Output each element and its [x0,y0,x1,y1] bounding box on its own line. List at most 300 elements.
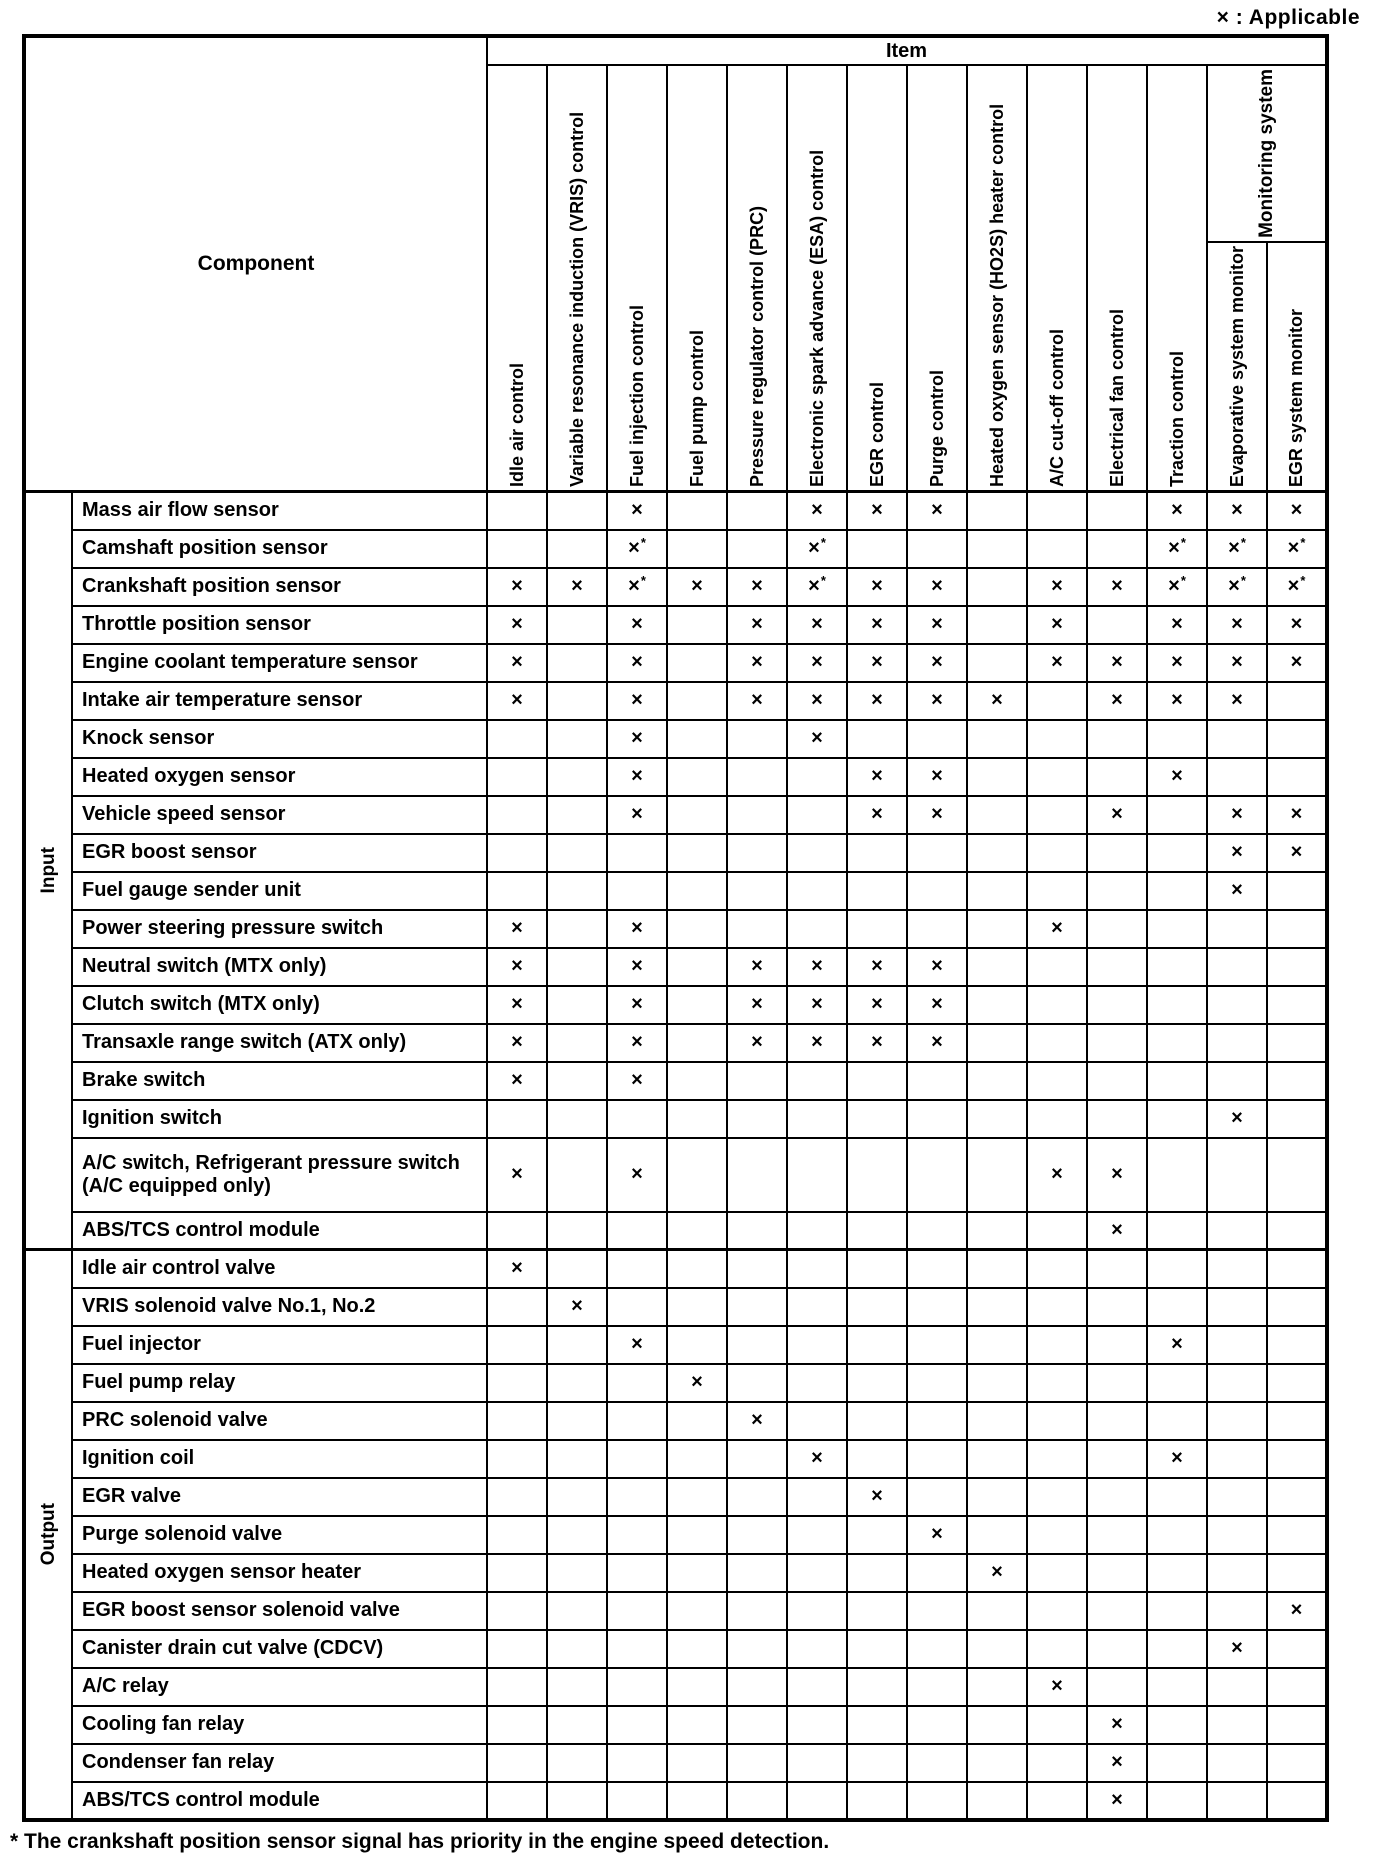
component-cell: Condenser fan relay [72,1744,487,1782]
matrix-cell-efan: × [1087,1138,1147,1212]
matrix-cell-esa: × [787,606,847,644]
matrix-cell-ac [1027,1100,1087,1138]
matrix-cell-evap: × [1207,872,1267,910]
matrix-cell-ac [1027,530,1087,568]
table-row [24,1402,1327,1440]
matrix-cell-finj: × [607,1062,667,1100]
matrix-cell-egr [847,1364,907,1402]
matrix-cell-egrm [1267,1782,1327,1820]
matrix-cell-ac [1027,872,1087,910]
matrix-cell-efan [1087,1478,1147,1516]
matrix-cell-trac [1147,1668,1207,1706]
matrix-cell-purge: × [907,568,967,606]
matrix-cell-evap [1207,948,1267,986]
matrix-cell-fpump [667,492,727,530]
matrix-cell-ac [1027,796,1087,834]
table-row [24,796,1327,834]
matrix-cell-egrm [1267,1250,1327,1288]
matrix-cell-purge [907,1706,967,1744]
matrix-cell-esa: × [787,644,847,682]
matrix-cell-idle [487,1212,547,1250]
matrix-cell-vris [547,644,607,682]
table-row [24,910,1327,948]
matrix-cell-ho2s [967,1782,1027,1820]
matrix-cell-egrm: × [1267,492,1327,530]
matrix-cell-egr [847,834,907,872]
matrix-cell-esa [787,1516,847,1554]
matrix-cell-fpump [667,720,727,758]
matrix-cell-esa: × [787,720,847,758]
matrix-cell-finj [607,1744,667,1782]
matrix-cell-idle: × [487,606,547,644]
matrix-cell-prc [727,796,787,834]
matrix-cell-egr [847,720,907,758]
matrix-cell-evap: × [1207,644,1267,682]
matrix-cell-finj [607,1782,667,1820]
matrix-cell-egr [847,1516,907,1554]
matrix-cell-finj [607,1516,667,1554]
rotated-label: EGR system monitor [1286,308,1307,487]
matrix-cell-idle [487,1554,547,1592]
rotated-text-wrap [1148,66,1206,490]
matrix-cell-egrm [1267,948,1327,986]
matrix-cell-egrm [1267,1668,1327,1706]
matrix-cell-finj [607,1630,667,1668]
priority-star: * [820,573,826,588]
rotated-text-wrap [26,844,71,896]
matrix-cell-ac [1027,1478,1087,1516]
matrix-cell-egrm: × [1267,606,1327,644]
matrix-cell-evap [1207,1212,1267,1250]
matrix-cell-idle [487,1288,547,1326]
table-row [24,1062,1327,1100]
matrix-cell-efan: × [1087,644,1147,682]
matrix-cell-ho2s [967,1706,1027,1744]
matrix-cell-egr: × [847,796,907,834]
matrix-cell-trac [1147,1744,1207,1782]
priority-star: * [1180,573,1186,588]
matrix-cell-fpump: × [667,568,727,606]
matrix-cell-idle [487,720,547,758]
matrix-cell-finj: × [607,986,667,1024]
matrix-cell-ho2s: × [967,1554,1027,1592]
matrix-cell-ho2s [967,1668,1027,1706]
matrix-cell-ac [1027,1706,1087,1744]
matrix-cell-purge: × [907,758,967,796]
matrix-cell-trac [1147,1782,1207,1820]
matrix-cell-fpump [667,1782,727,1820]
group-label-input [24,492,72,1250]
rotated-text-wrap [1208,243,1266,490]
matrix-cell-egr [847,530,907,568]
matrix-cell-egrm [1267,1138,1327,1212]
matrix-cell-prc [727,1744,787,1782]
table-row [24,568,1327,606]
matrix-cell-prc [727,1478,787,1516]
matrix-cell-vris [547,1212,607,1250]
rotated-text-wrap [968,66,1026,490]
matrix-cell-egr: × [847,1024,907,1062]
table-row [24,1554,1327,1592]
matrix-cell-finj [607,1592,667,1630]
matrix-cell-trac [1147,1288,1207,1326]
matrix-cell-evap [1207,1668,1267,1706]
matrix-cell-finj: × [607,606,667,644]
matrix-cell-egrm [1267,1100,1327,1138]
table-row [24,530,1327,568]
matrix-cell-finj: × [607,758,667,796]
matrix-cell-trac: × [1147,606,1207,644]
table-body [24,492,1327,1820]
matrix-cell-idle [487,492,547,530]
matrix-cell-prc [727,1706,787,1744]
matrix-cell-vris [547,1024,607,1062]
matrix-cell-idle: × [487,948,547,986]
matrix-cell-esa [787,1744,847,1782]
matrix-cell-prc [727,720,787,758]
table-row [24,1440,1327,1478]
matrix-cell-idle [487,1402,547,1440]
matrix-cell-prc [727,492,787,530]
matrix-cell-vris [547,986,607,1024]
matrix-cell-vris [547,834,607,872]
matrix-cell-finj [607,1288,667,1326]
matrix-cell-purge [907,1554,967,1592]
component-cell: A/C switch, Refrigerant pressure switch (A/C equipped only) [72,1138,487,1212]
rotated-text-wrap [548,66,606,490]
matrix-cell-purge [907,530,967,568]
column-header-trac [1147,65,1207,492]
matrix-cell-ho2s [967,1326,1027,1364]
rotated-text-wrap [788,66,846,490]
matrix-cell-vris [547,1364,607,1402]
rotated-label: Traction control [1166,350,1187,487]
matrix-cell-vris: × [547,568,607,606]
matrix-cell-vris [547,1478,607,1516]
matrix-cell-prc: × [727,1024,787,1062]
table-row [24,1250,1327,1288]
matrix-cell-purge [907,1782,967,1820]
matrix-cell-ac [1027,720,1087,758]
matrix-cell-vris [547,720,607,758]
matrix-cell-purge: × [907,606,967,644]
rotated-label: Fuel pump control [686,330,707,487]
matrix-cell-esa: × [787,492,847,530]
matrix-cell-evap [1207,1062,1267,1100]
matrix-cell-ac: × [1027,1138,1087,1212]
matrix-cell-finj: × [607,910,667,948]
column-header-ho2s [967,65,1027,492]
matrix-cell-trac [1147,1516,1207,1554]
matrix-cell-efan [1087,910,1147,948]
matrix-cell-finj: ×* [607,568,667,606]
matrix-cell-fpump [667,1326,727,1364]
matrix-cell-prc [727,1364,787,1402]
matrix-cell-efan [1087,872,1147,910]
matrix-cell-purge [907,1402,967,1440]
rotated-label: Evaporative system monitor [1226,245,1247,487]
rotated-text-wrap [1208,66,1325,241]
matrix-cell-fpump [667,1478,727,1516]
matrix-cell-idle [487,1782,547,1820]
matrix-cell-egr: × [847,568,907,606]
matrix-cell-idle [487,1592,547,1630]
matrix-cell-ac [1027,1288,1087,1326]
priority-star: * [640,573,646,588]
matrix-cell-idle [487,1630,547,1668]
matrix-cell-purge: × [907,1024,967,1062]
component-cell: Brake switch [72,1062,487,1100]
table-row [24,1630,1327,1668]
matrix-cell-efan [1087,834,1147,872]
priority-star: * [1240,573,1246,588]
rotated-label: Idle air control [506,362,527,487]
table-row [24,682,1327,720]
matrix-cell-efan [1087,1554,1147,1592]
matrix-cell-ho2s [967,1138,1027,1212]
rotated-text-wrap [1028,66,1086,490]
matrix-cell-idle [487,530,547,568]
matrix-cell-ac [1027,492,1087,530]
applicability-table [22,34,1329,1822]
matrix-cell-idle: × [487,644,547,682]
matrix-cell-ho2s [967,1478,1027,1516]
matrix-cell-purge [907,720,967,758]
column-header-fpump [667,65,727,492]
matrix-cell-evap [1207,1592,1267,1630]
matrix-cell-trac [1147,986,1207,1024]
component-cell: Fuel injector [72,1326,487,1364]
matrix-cell-finj [607,1402,667,1440]
matrix-cell-ho2s [967,910,1027,948]
matrix-cell-fpump [667,644,727,682]
rotated-text-wrap [488,66,546,490]
matrix-cell-efan [1087,1516,1147,1554]
priority-star: * [820,535,826,550]
rotated-text-wrap [1268,243,1325,490]
rotated-label: EGR control [866,381,887,487]
matrix-cell-fpump [667,1062,727,1100]
matrix-cell-ac: × [1027,910,1087,948]
matrix-cell-ho2s [967,720,1027,758]
matrix-cell-prc: × [727,568,787,606]
component-cell: Idle air control valve [72,1250,487,1288]
rotated-label: Electrical fan control [1106,308,1127,487]
matrix-cell-finj [607,1100,667,1138]
matrix-cell-ac [1027,1440,1087,1478]
matrix-cell-esa [787,1250,847,1288]
matrix-cell-ac [1027,1516,1087,1554]
matrix-cell-vris [547,1516,607,1554]
matrix-cell-ho2s [967,492,1027,530]
table-row [24,834,1327,872]
matrix-cell-purge: × [907,644,967,682]
component-cell: Clutch switch (MTX only) [72,986,487,1024]
matrix-cell-egr [847,1668,907,1706]
matrix-cell-vris [547,1744,607,1782]
component-cell: Vehicle speed sensor [72,796,487,834]
matrix-cell-fpump [667,530,727,568]
matrix-cell-esa [787,872,847,910]
table-row [24,1326,1327,1364]
matrix-cell-ac [1027,1592,1087,1630]
matrix-cell-ac [1027,1402,1087,1440]
component-cell: Engine coolant temperature sensor [72,644,487,682]
matrix-cell-fpump [667,1288,727,1326]
matrix-cell-ho2s [967,644,1027,682]
matrix-cell-trac [1147,1024,1207,1062]
matrix-cell-fpump [667,910,727,948]
matrix-cell-finj [607,1706,667,1744]
matrix-cell-fpump [667,1100,727,1138]
matrix-cell-evap [1207,986,1267,1024]
matrix-cell-finj [607,834,667,872]
matrix-cell-idle [487,1364,547,1402]
component-cell: Fuel pump relay [72,1364,487,1402]
matrix-cell-purge [907,1744,967,1782]
matrix-cell-fpump: × [667,1364,727,1402]
matrix-cell-ac [1027,758,1087,796]
matrix-cell-evap: × [1207,796,1267,834]
matrix-cell-egrm: × [1267,834,1327,872]
matrix-cell-evap: × [1207,606,1267,644]
matrix-cell-egrm: × [1267,796,1327,834]
matrix-cell-idle [487,758,547,796]
matrix-cell-prc [727,910,787,948]
matrix-cell-purge [907,1250,967,1288]
matrix-cell-efan [1087,530,1147,568]
matrix-cell-ho2s: × [967,682,1027,720]
matrix-cell-trac [1147,1592,1207,1630]
matrix-cell-idle [487,1516,547,1554]
matrix-cell-prc [727,1250,787,1288]
table-row [24,1516,1327,1554]
matrix-cell-egrm [1267,682,1327,720]
matrix-cell-finj [607,1554,667,1592]
matrix-cell-evap [1207,1364,1267,1402]
matrix-cell-efan [1087,1592,1147,1630]
matrix-cell-idle [487,1440,547,1478]
matrix-cell-ho2s [967,1024,1027,1062]
rotated-label: Purge control [926,369,947,487]
matrix-cell-ac: × [1027,644,1087,682]
matrix-cell-vris [547,1554,607,1592]
matrix-cell-evap [1207,910,1267,948]
table-row [24,720,1327,758]
component-cell: Cooling fan relay [72,1706,487,1744]
monitoring-system-header [1207,65,1327,242]
matrix-cell-finj: × [607,1138,667,1212]
table-row [24,1288,1327,1326]
matrix-cell-prc: × [727,644,787,682]
matrix-cell-efan [1087,606,1147,644]
matrix-cell-vris [547,1668,607,1706]
matrix-cell-fpump [667,758,727,796]
matrix-cell-trac [1147,948,1207,986]
matrix-cell-ac [1027,1364,1087,1402]
matrix-cell-egrm [1267,910,1327,948]
matrix-cell-efan: × [1087,568,1147,606]
matrix-cell-prc [727,1592,787,1630]
matrix-cell-evap [1207,1440,1267,1478]
matrix-cell-trac [1147,1364,1207,1402]
matrix-cell-prc [727,1326,787,1364]
column-header-finj [607,65,667,492]
matrix-cell-prc [727,872,787,910]
matrix-cell-evap: ×* [1207,530,1267,568]
matrix-cell-ac: × [1027,568,1087,606]
component-cell: EGR boost sensor [72,834,487,872]
rotated-text-wrap [728,66,786,490]
matrix-cell-trac: × [1147,1440,1207,1478]
matrix-cell-vris [547,1138,607,1212]
matrix-cell-evap [1207,1782,1267,1820]
matrix-cell-purge [907,1100,967,1138]
component-cell: Heated oxygen sensor [72,758,487,796]
matrix-cell-egr [847,1138,907,1212]
matrix-cell-egr: × [847,758,907,796]
matrix-cell-vris [547,1630,607,1668]
matrix-cell-ho2s [967,796,1027,834]
matrix-cell-vris [547,1782,607,1820]
matrix-cell-ho2s [967,530,1027,568]
matrix-cell-prc: × [727,606,787,644]
matrix-cell-trac [1147,1212,1207,1250]
matrix-cell-fpump [667,1516,727,1554]
component-cell: Mass air flow sensor [72,492,487,530]
matrix-cell-ac [1027,682,1087,720]
matrix-cell-idle [487,1478,547,1516]
table-row [24,948,1327,986]
matrix-cell-esa [787,1364,847,1402]
table-header [24,36,1327,492]
matrix-cell-trac: ×* [1147,530,1207,568]
legend-applicable: × : Applicable [1216,6,1360,29]
matrix-cell-egrm [1267,1554,1327,1592]
column-header-vris [547,65,607,492]
matrix-cell-egr [847,1782,907,1820]
matrix-cell-ac [1027,1782,1087,1820]
matrix-cell-trac [1147,1138,1207,1212]
matrix-cell-purge: × [907,682,967,720]
matrix-cell-ho2s [967,948,1027,986]
priority-star: * [1180,535,1186,550]
table-row [24,1138,1327,1212]
matrix-cell-prc: × [727,1402,787,1440]
matrix-cell-egrm [1267,1024,1327,1062]
matrix-cell-evap [1207,1744,1267,1782]
matrix-cell-trac: × [1147,758,1207,796]
matrix-cell-egrm: ×* [1267,530,1327,568]
matrix-cell-egr [847,1744,907,1782]
rotated-label: Monitoring system [1255,69,1277,238]
matrix-cell-esa [787,1706,847,1744]
table-row [24,1212,1327,1250]
matrix-cell-ac [1027,1250,1087,1288]
matrix-cell-finj: × [607,948,667,986]
matrix-cell-ho2s [967,1402,1027,1440]
matrix-cell-evap [1207,758,1267,796]
matrix-cell-evap [1207,1554,1267,1592]
matrix-cell-egr: × [847,606,907,644]
matrix-cell-fpump [667,1024,727,1062]
matrix-cell-efan: × [1087,1744,1147,1782]
matrix-cell-esa [787,834,847,872]
matrix-cell-idle [487,1100,547,1138]
column-header-egr [847,65,907,492]
matrix-cell-efan [1087,1100,1147,1138]
matrix-cell-fpump [667,872,727,910]
